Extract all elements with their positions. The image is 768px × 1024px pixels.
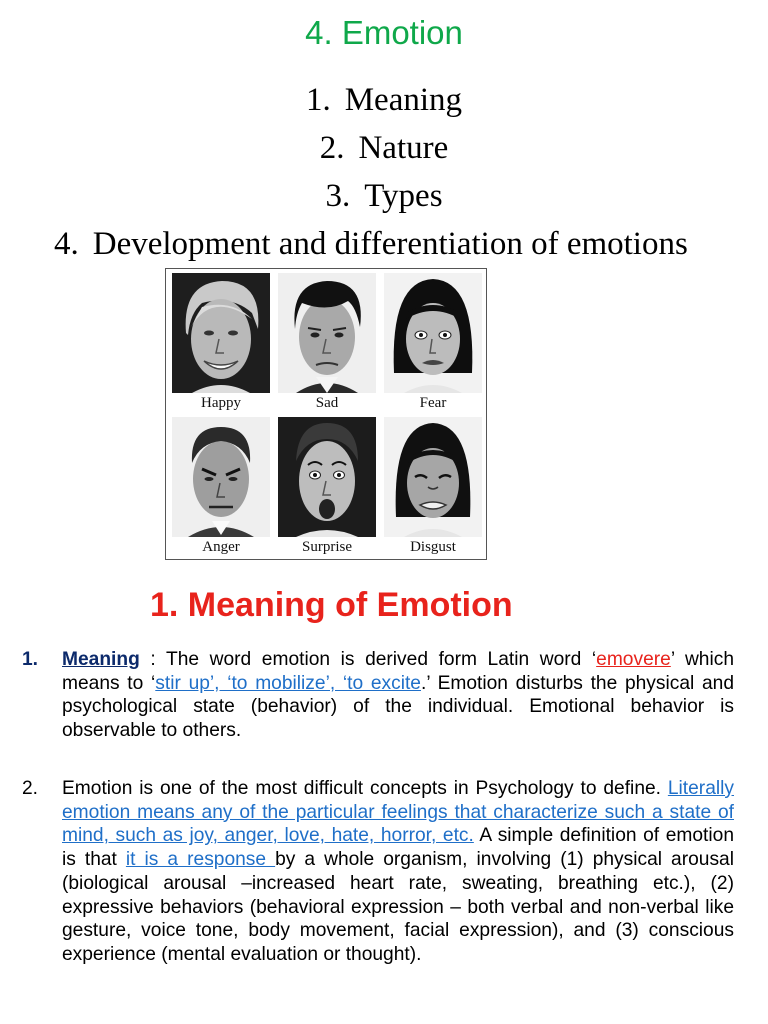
latin-word: emovere [596, 649, 671, 670]
face-label: Disgust [410, 539, 456, 555]
face-anger [172, 417, 270, 557]
face-label: Happy [201, 395, 241, 411]
paragraph-number: 1. [22, 649, 39, 670]
face-label: Fear [419, 395, 447, 411]
face-label: Sad [315, 395, 339, 411]
emotion-faces-figure [165, 268, 487, 560]
paragraph-2 [22, 777, 734, 967]
text-run: .’ Emotion disturbs the physical and psychological state (behavior) of the individual. Emotional behavior is observable to others. [62, 672, 734, 742]
text-run: Emotion is one of the most difficult concepts in Psychology to define. [62, 778, 668, 799]
text-run: A simple definition of emotion is that [62, 825, 734, 871]
topic-text: Types [364, 178, 443, 214]
topic-list [0, 76, 768, 268]
text-run: by a whole organism, involving (1) physical arousal (biological arousal –increased heart rate, sweating, breathing etc.), (2) expressive behaviors (behavioral expression – both verbal and non-verbal like gesture, voice tone, body movement, facial expression), and (3) conscious experience (mental evaluation or thought). [62, 849, 734, 965]
face-fear [384, 273, 482, 413]
topic-number: 1. [305, 82, 331, 118]
topic-item [0, 172, 768, 220]
topic-number: 3. [325, 178, 351, 214]
paragraph-body [62, 648, 734, 743]
face-sad [278, 273, 376, 413]
face-disgust-photo [384, 417, 482, 537]
topic-text: Nature [358, 130, 449, 166]
topic-number: 2. [319, 130, 345, 166]
meaning-link[interactable]: stir up’, ‘to mobilize’, ‘to excite [155, 672, 421, 694]
slide-title: 4. Emotion [305, 14, 463, 51]
definition-link[interactable]: Literally emotion means any of the particular feelings that characterize such a state of mind, such as joy, anger, love, hate, horror, etc. [62, 778, 734, 847]
paragraph-body [62, 777, 734, 967]
text-run: : The word emotion is derived form Latin word ‘ [139, 649, 597, 670]
face-happy-photo [172, 273, 270, 393]
topic-number: 4. [54, 226, 79, 262]
paragraph-number: 2. [22, 778, 39, 799]
face-anger-photo [172, 417, 270, 537]
paragraph-1 [22, 648, 734, 743]
topic-item [0, 220, 768, 268]
topic-item [0, 76, 768, 124]
topic-item [0, 124, 768, 172]
topic-text: Development and differentiation of emotions [92, 226, 688, 262]
face-disgust [384, 417, 482, 557]
response-link[interactable]: it is a response [125, 849, 276, 871]
face-surprise-photo [278, 417, 376, 537]
topic-text: Meaning [344, 82, 463, 118]
face-happy [172, 273, 270, 413]
face-label: Surprise [302, 539, 352, 555]
face-sad-photo [278, 273, 376, 393]
face-surprise [278, 417, 376, 557]
text-run: ’ which means to ‘ [62, 649, 734, 694]
section-title: 1. Meaning of Emotion [150, 586, 513, 624]
face-label: Anger [202, 539, 240, 555]
term-meaning: Meaning [62, 649, 140, 670]
face-fear-photo [384, 273, 482, 393]
